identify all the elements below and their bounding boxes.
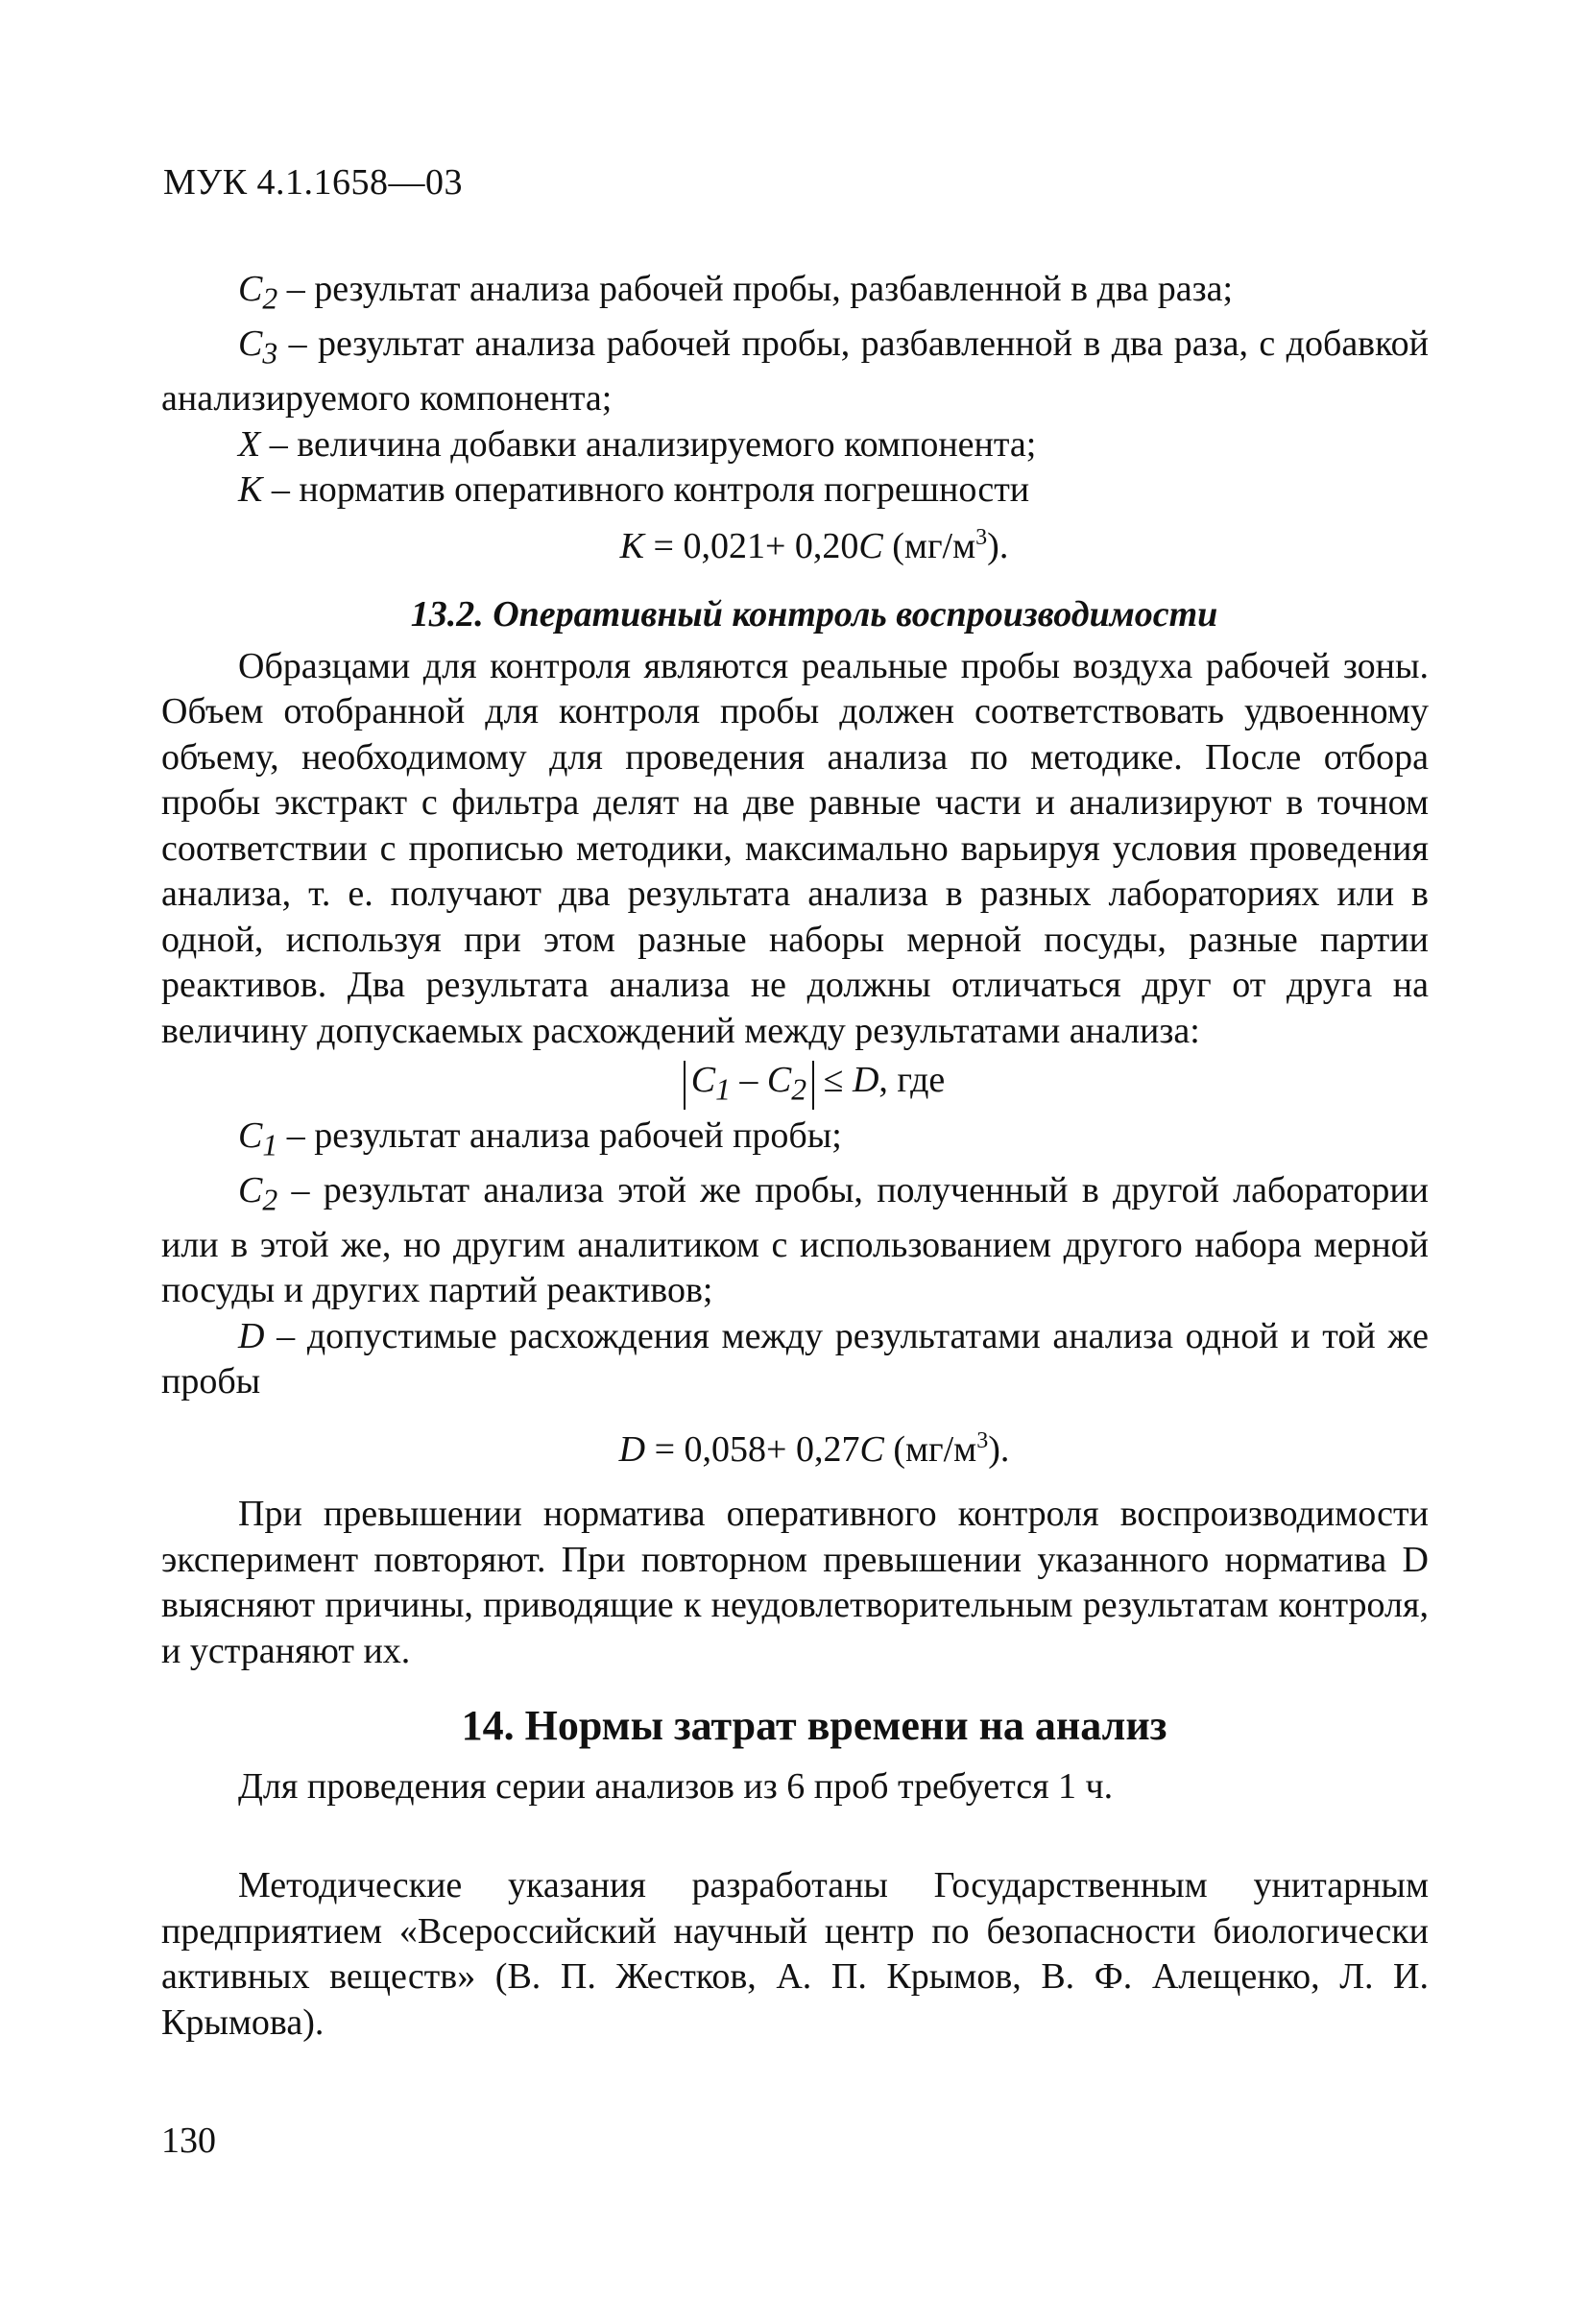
formula-k-unit-end: ). — [987, 525, 1009, 566]
absolute-value-bars — [684, 1061, 814, 1110]
definition-c3-text: – результат анализа рабочей пробы, разбавленной в два раза, с добавкой анализируемого компонента; — [161, 323, 1429, 419]
definition-c1 — [161, 1114, 1429, 1168]
definition-c2-text: – результат анализа рабочей пробы, разбавленной в два раза; — [277, 269, 1234, 309]
definition-d — [161, 1314, 1429, 1405]
definition-k-text: – норматив оперативного контроля погрешности — [262, 469, 1030, 511]
paragraph-exceed: При превышении норматива оперативного контроля воспроизводимости эксперимент повторяют. При повторном превышении указанного норматива D выясняют причины, приводящие к неудовлетворительным результатам контроля, и устраняют их. — [161, 1494, 1429, 1671]
formula-diff-c2: C — [766, 1060, 792, 1101]
definition-c3 — [161, 322, 1429, 422]
formula-d — [161, 1419, 1429, 1473]
section-14-text: Для проведения серии анализов из 6 проб требуется 1 ч. — [238, 1765, 1114, 1807]
definition-c2-second-text: – результат анализа этой же пробы, полученный в другой лаборатории или в этой же, но другим аналитиком с использованием другого набора мерной посуды и других партий реактивов; — [161, 1169, 1429, 1311]
formula-d-unit: (мг/м — [883, 1428, 977, 1470]
formula-diff-d: D — [852, 1060, 879, 1101]
definition-c1-text: – результат анализа рабочей пробы; — [277, 1114, 842, 1156]
definition-x-text: – величина добавки анализируемого компонента; — [260, 423, 1037, 465]
formula-diff-le: ≤ — [814, 1060, 853, 1101]
formula-k-var: C — [858, 525, 883, 566]
section-13-2-paragraph: Образцами для контроля являются реальные пробы воздуха рабочей зоны. Объем отобранной для контроля пробы должен соответствовать удвоенному объему, необходимому для проведения анализа по методике. После отбора пробы экстракт с фильтра делят на две равные части и анализируют в точном соответствии с прописью методики, максимально варьируя условия проведения анализа, т. е. получают два результата анализа в разных лабораториях или в одной, используя при этом разные наборы мерной посуды, разные партии реактивов. Два результата анализа не должны отличаться друг от друга на величину допускаемых расхождений между результатами анализа: — [161, 645, 1429, 1051]
formula-diff-c1-sub: 1 — [715, 1072, 731, 1107]
formula-diff-minus: – — [730, 1060, 767, 1101]
page-content — [161, 267, 1429, 2046]
definition-x — [161, 422, 1429, 468]
formula-diff-c1: C — [690, 1060, 716, 1101]
formula-k-unit: (мг/м — [882, 525, 976, 566]
symbol-x: X — [238, 423, 261, 465]
definition-c2-second — [161, 1168, 1429, 1314]
page-number: 130 — [161, 2120, 216, 2161]
symbol-c3-subscript: 3 — [262, 336, 278, 371]
formula-d-var: C — [859, 1428, 884, 1470]
definition-d-text: – допустимые расхождения между результатами анализа одной и той же пробы — [161, 1315, 1429, 1402]
credits-paragraph: Методические указания разработаны Государственным унитарным предприятием «Всероссийский научный центр по безопасности биологически активных веществ» (В. П. Жестков, А. П. Крымов, В. Ф. Алещенко, Л. И. Крымова). — [161, 1865, 1429, 2043]
symbol-c2-second: C — [238, 1169, 263, 1210]
definition-c2 — [161, 267, 1429, 322]
formula-k-lhs: K — [619, 525, 645, 566]
formula-d-unit-end: ). — [988, 1428, 1010, 1470]
symbol-c2-second-subscript: 2 — [262, 1183, 278, 1217]
symbol-k: K — [238, 469, 263, 511]
section-13-2-title: 13.2. Оперативный контроль воспроизводимости — [410, 594, 1218, 635]
spacer — [161, 1809, 1429, 1863]
document-code-header: МУК 4.1.1658—03 — [163, 162, 464, 203]
formula-k-rhs: = 0,021+ 0,20 — [644, 525, 859, 566]
formula-k — [161, 515, 1429, 570]
formula-d-rhs: = 0,058+ 0,27 — [645, 1428, 860, 1470]
symbol-c2-subscript: 2 — [262, 281, 278, 316]
symbol-c2: C — [238, 269, 263, 309]
formula-diff-c2-sub: 2 — [791, 1072, 807, 1107]
symbol-c3: C — [238, 323, 263, 365]
formula-d-unit-sup: 3 — [976, 1427, 989, 1453]
formula-diff-tail: , где — [878, 1060, 946, 1101]
formula-k-unit-sup: 3 — [975, 524, 988, 550]
definition-k — [161, 467, 1429, 514]
symbol-d: D — [238, 1315, 265, 1356]
symbol-c1: C — [238, 1114, 263, 1156]
symbol-c1-subscript: 1 — [262, 1128, 278, 1162]
formula-d-lhs: D — [618, 1428, 646, 1470]
formula-difference — [161, 1058, 1429, 1110]
section-14-title: 14. Нормы затрат времени на анализ — [461, 1702, 1167, 1750]
